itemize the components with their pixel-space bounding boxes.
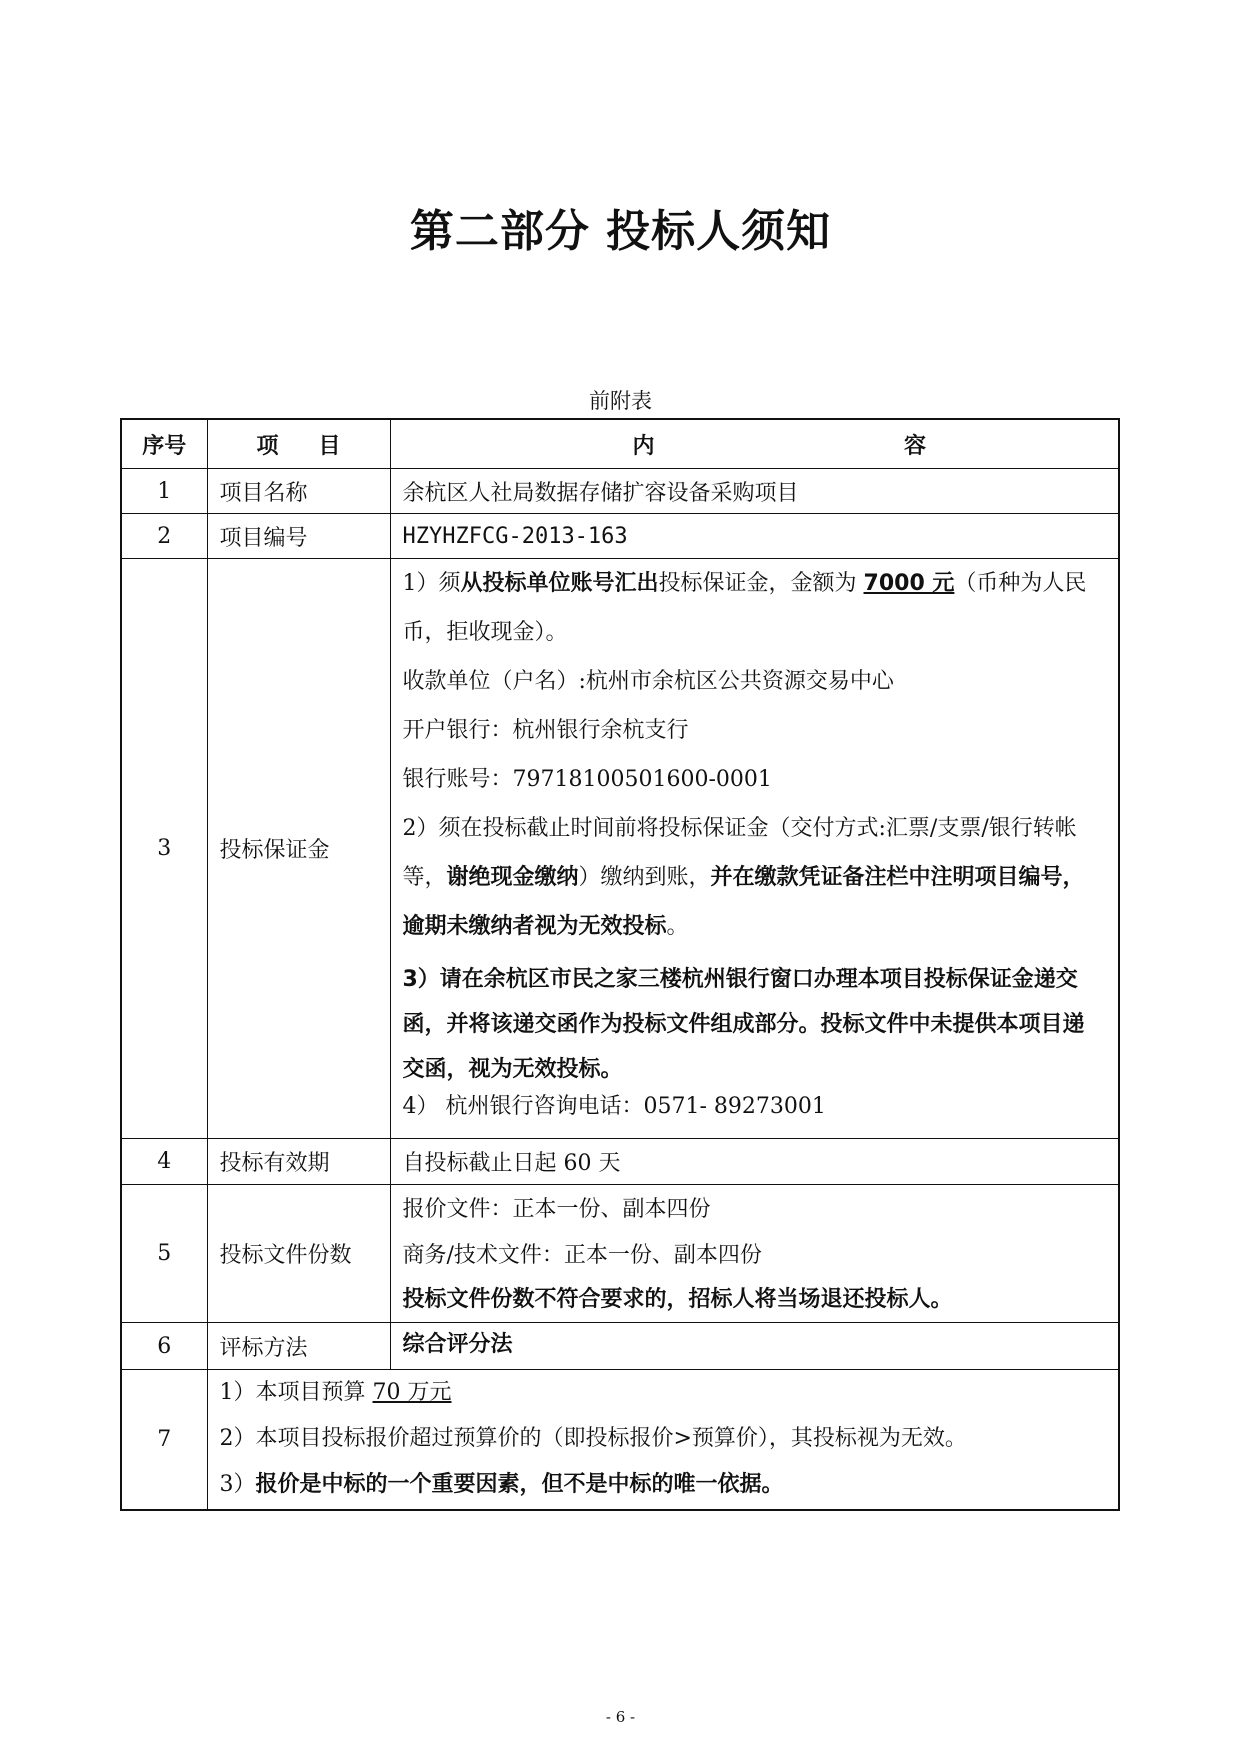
header-no: 序号 xyxy=(121,419,207,469)
table-row xyxy=(121,1139,1119,1185)
table-header-row xyxy=(121,419,1119,469)
table-row xyxy=(121,1370,1119,1510)
table-row xyxy=(121,559,1119,1139)
row-item: 投标文件份数 xyxy=(207,1185,390,1323)
table-row xyxy=(121,1185,1119,1323)
bid-instructions-table xyxy=(120,418,1120,1511)
row-item: 项目编号 xyxy=(207,514,390,559)
row-item: 投标保证金 xyxy=(207,559,390,1139)
copies-warning: 投标文件份数不符合要求的，招标人将当场退还投标人。 xyxy=(402,1286,953,1312)
payee-line: 收款单位（户名）:杭州市余杭区公共资源交易中心 xyxy=(402,669,894,694)
copies-line: 商务/技术文件：正本一份、副本四份 xyxy=(402,1242,762,1268)
row-content: 余杭区人社局数据存储扩容设备采购项目 xyxy=(390,469,1119,514)
header-item: 项 目 xyxy=(207,419,390,469)
page-number: - 6 - xyxy=(605,1708,636,1726)
row-content xyxy=(390,1185,1119,1323)
page-title: 第二部分 投标人须知 xyxy=(409,206,832,257)
row-number: 4 xyxy=(121,1139,207,1185)
price-factor-line: 3）报价是中标的一个重要因素，但不是中标的唯一依据。 xyxy=(219,1472,784,1498)
row-content: 综合评分法 xyxy=(390,1323,1119,1370)
deposit-paragraph-2: 2）须在投标截止时间前将投标保证金（交付方式:汇票/支票/银行转帐等，谢绝现金缴纳）缴纳到账，并在缴款凭证备注栏中注明项目编号，逾期未缴纳者视为无效投标。 xyxy=(402,816,1085,939)
row-number: 3 xyxy=(121,559,207,1139)
row-number: 7 xyxy=(121,1370,207,1510)
row-content xyxy=(207,1370,1119,1510)
row-item: 项目名称 xyxy=(207,469,390,514)
copies-line: 报价文件：正本一份、副本四份 xyxy=(402,1196,711,1222)
table-row xyxy=(121,514,1119,559)
deposit-paragraph-3: 3）请在余杭区市民之家三楼杭州银行窗口办理本项目投标保证金递交函，并将该递交函作为投标文件组成部分。投标文件中未提供本项目递交函，视为无效投标。 xyxy=(402,967,1085,1082)
budget-line: 1）本项目预算 70 万元 xyxy=(219,1380,452,1406)
row-content: HZYHZFCG-2013-163 xyxy=(390,514,1119,559)
row-item: 投标有效期 xyxy=(207,1139,390,1185)
table-caption: 前附表 xyxy=(589,389,652,413)
table-row xyxy=(121,469,1119,514)
deposit-paragraph-1: 1）须从投标单位账号汇出投标保证金，金额为 7000 元（币种为人民币，拒收现金）。 xyxy=(402,571,1087,645)
row-number: 1 xyxy=(121,469,207,514)
budget-rule-line: 2）本项目投标报价超过预算价的（即投标报价>预算价），其投标视为无效。 xyxy=(219,1426,967,1452)
row-item: 评标方法 xyxy=(207,1323,390,1370)
bank-line: 开户银行：杭州银行余杭支行 xyxy=(402,718,689,743)
row-content: 自投标截止日起 60 天 xyxy=(390,1139,1119,1185)
account-line: 银行账号：79718100501600-0001 xyxy=(402,767,772,792)
row-number: 2 xyxy=(121,514,207,559)
header-content: 内 容 xyxy=(390,419,1119,469)
table-row xyxy=(121,1323,1119,1370)
row-content xyxy=(390,559,1119,1139)
row-number: 6 xyxy=(121,1323,207,1370)
deposit-paragraph-4: 4） 杭州银行咨询电话：0571- 89273001 xyxy=(402,1094,826,1119)
row-number: 5 xyxy=(121,1185,207,1323)
